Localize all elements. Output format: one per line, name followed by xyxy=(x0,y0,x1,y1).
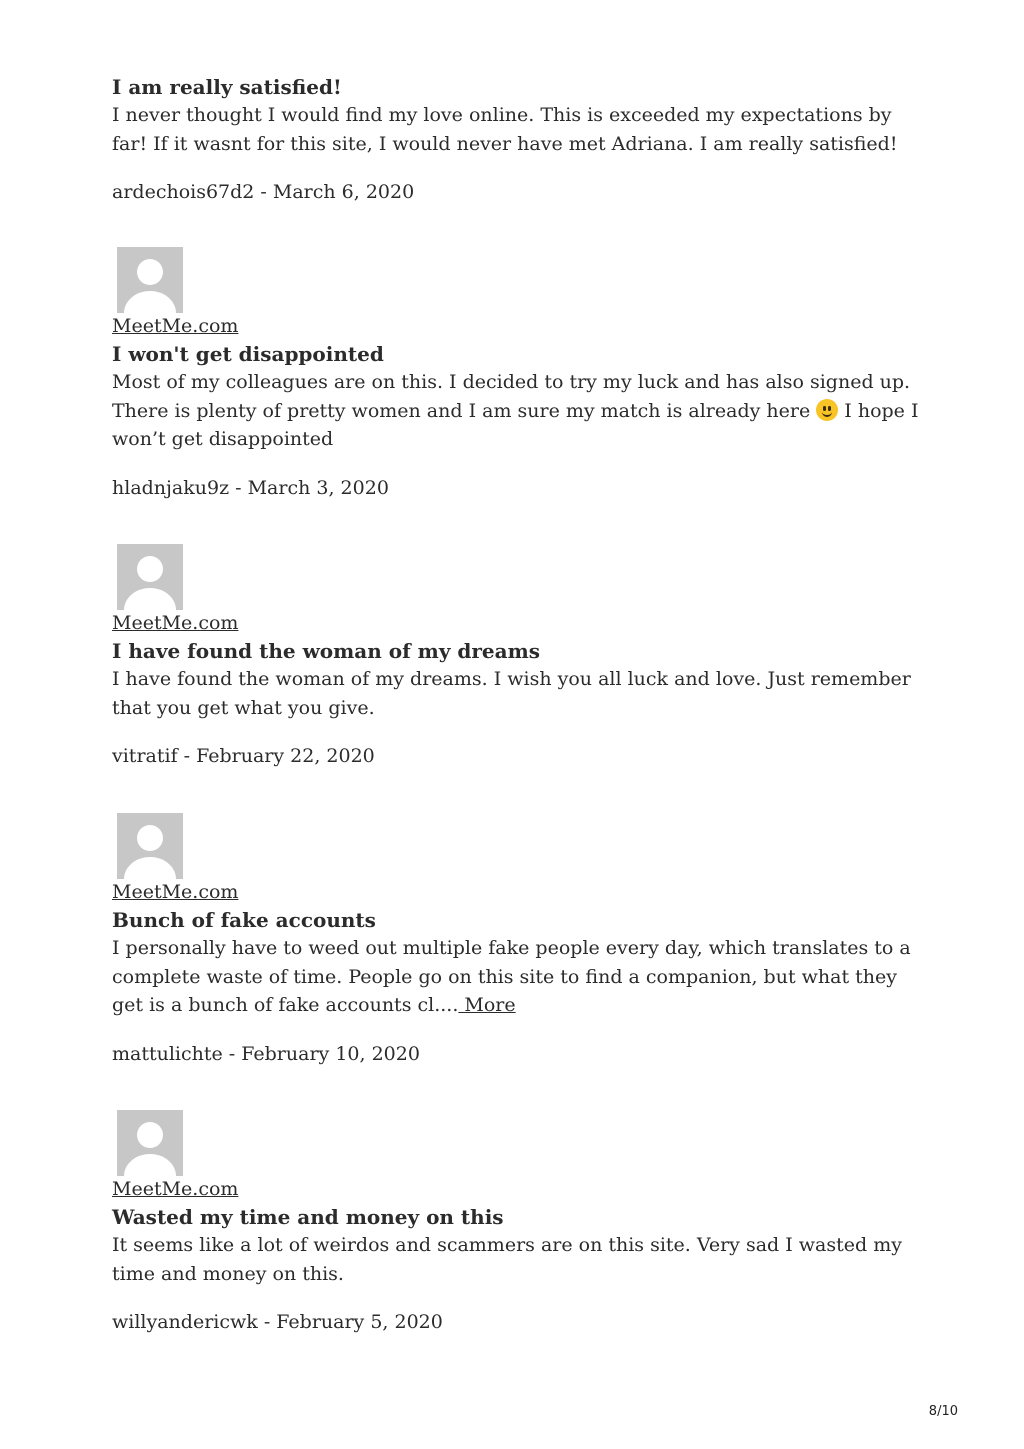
review-text: I have found the woman of my dreams. I wish you all luck and love. Just remember that you get what you give. xyxy=(112,668,911,719)
review-text xyxy=(112,934,932,1020)
review-text-after: I hope I won’t get disappointed xyxy=(112,399,919,450)
review-title: I am really satisfied! xyxy=(112,75,342,99)
site-link[interactable]: MeetMe.com xyxy=(112,881,239,903)
review-3 xyxy=(112,544,932,770)
page-number: 8/10 xyxy=(928,1404,958,1419)
site-link[interactable]: MeetMe.com xyxy=(112,612,239,634)
default-avatar-icon xyxy=(117,247,183,313)
avatar xyxy=(117,544,183,610)
review-text xyxy=(112,368,932,454)
avatar xyxy=(117,1110,183,1176)
default-avatar-icon xyxy=(117,1110,183,1176)
review-title: I have found the woman of my dreams xyxy=(112,639,541,663)
avatar xyxy=(117,247,183,313)
review-text-body: I personally have to weed out multiple fake people every day, which translates to a complete waste of time. People go on this site to find a companion, but what they get is a bunch of fake accounts cl.... xyxy=(112,937,911,1016)
review-title: I won't get disappointed xyxy=(112,342,384,366)
site-link[interactable]: MeetMe.com xyxy=(112,1178,239,1200)
review-author-date: vitratif - February 22, 2020 xyxy=(112,745,375,767)
avatar xyxy=(117,813,183,879)
review-1 xyxy=(112,72,932,206)
slightly-smiling-face-icon xyxy=(816,399,838,421)
default-avatar-icon xyxy=(117,544,183,610)
more-link[interactable]: More xyxy=(458,994,516,1016)
site-link[interactable]: MeetMe.com xyxy=(112,315,239,337)
review-author-date: willyandericwk - February 5, 2020 xyxy=(112,1311,443,1333)
review-text-before: Most of my colleagues are on this. I decided to try my luck and has also signed up. There is plenty of pretty women and I am sure my match is already here xyxy=(112,371,911,422)
default-avatar-icon xyxy=(117,813,183,879)
review-2 xyxy=(112,247,932,502)
review-author-date: mattulichte - February 10, 2020 xyxy=(112,1042,420,1065)
review-4 xyxy=(112,813,932,1068)
review-5 xyxy=(112,1110,932,1336)
review-title: Bunch of fake accounts xyxy=(112,908,376,932)
review-text: It seems like a lot of weirdos and scammers are on this site. Very sad I wasted my time and money on this. xyxy=(112,1234,902,1285)
review-author-date: hladnjaku9z - March 3, 2020 xyxy=(112,476,389,499)
review-title: Wasted my time and money on this xyxy=(112,1205,504,1229)
review-text: I never thought I would find my love online. This is exceeded my expectations by far! If it wasnt for this site, I would never have met Adriana. I am really satisfied! xyxy=(112,104,898,155)
review-author-date: ardechois67d2 - March 6, 2020 xyxy=(112,181,415,203)
